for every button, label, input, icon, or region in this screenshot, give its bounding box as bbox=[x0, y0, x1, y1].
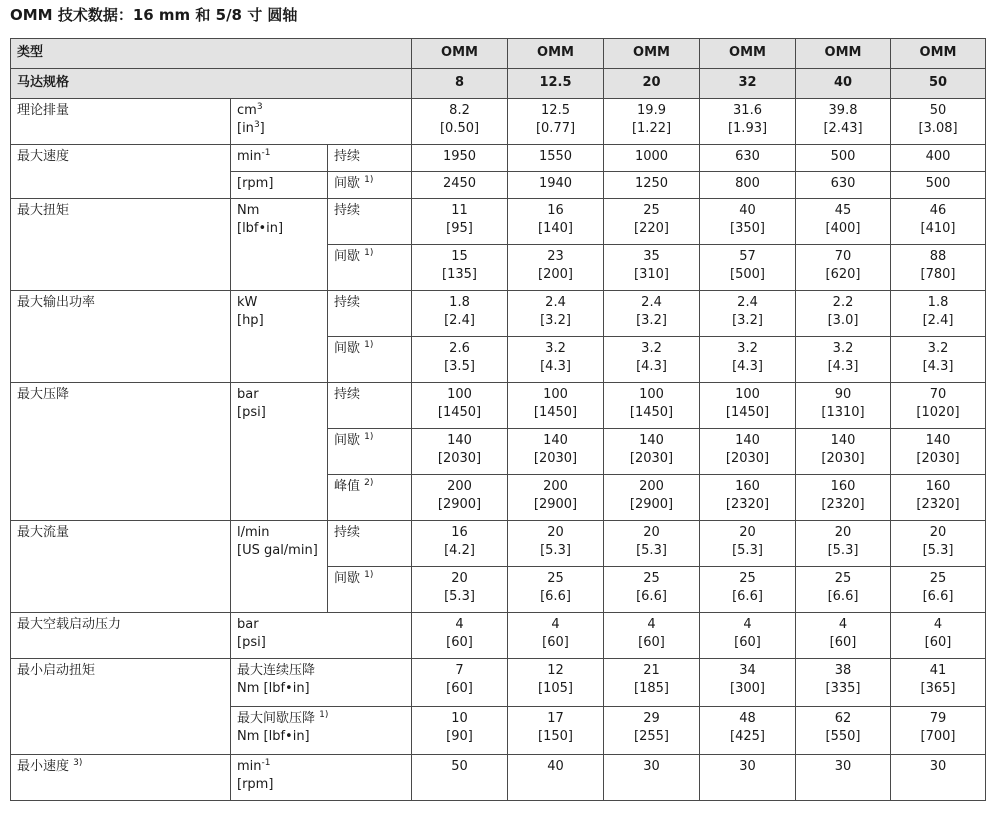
header-model: OMM bbox=[796, 39, 891, 69]
cond-label: 间歇 $^{1)}$ bbox=[328, 429, 412, 475]
value-cell: 1550 bbox=[508, 145, 604, 172]
cond-label: 持续 bbox=[328, 383, 412, 429]
value-cell: 4 [60] bbox=[796, 613, 891, 659]
row-label: 最大输出功率 bbox=[11, 291, 231, 383]
value-cell: 35 [310] bbox=[604, 245, 700, 291]
value-cell: 20 [5.3] bbox=[412, 567, 508, 613]
value-cell: 40 bbox=[508, 755, 604, 801]
unit-cell: [rpm] bbox=[231, 172, 328, 199]
header-model: OMM bbox=[700, 39, 796, 69]
value-cell: 3.2 [4.3] bbox=[796, 337, 891, 383]
value-cell: 100 [1450] bbox=[604, 383, 700, 429]
header-size: 20 bbox=[604, 69, 700, 99]
spec-table bbox=[10, 38, 986, 801]
value-cell: 1250 bbox=[604, 172, 700, 199]
header-size-label: 马达规格 bbox=[11, 69, 412, 99]
value-cell: 4 [60] bbox=[700, 613, 796, 659]
header-size: 50 bbox=[891, 69, 986, 99]
value-cell: 1.8 [2.4] bbox=[891, 291, 986, 337]
value-cell: 160 [2320] bbox=[891, 475, 986, 521]
value-cell: 140 [2030] bbox=[412, 429, 508, 475]
header-row-type bbox=[11, 39, 986, 69]
value-cell: 200 [2900] bbox=[508, 475, 604, 521]
value-cell: 17 [150] bbox=[508, 707, 604, 755]
header-size: 8 bbox=[412, 69, 508, 99]
value-cell: 160 [2320] bbox=[796, 475, 891, 521]
value-cell: 400 bbox=[891, 145, 986, 172]
unit-main: cm bbox=[237, 103, 257, 118]
row-label: 最大流量 bbox=[11, 521, 231, 613]
value-cell: 1.8 [2.4] bbox=[412, 291, 508, 337]
value-cell: 7 [60] bbox=[412, 659, 508, 707]
header-model: OMM bbox=[412, 39, 508, 69]
value-cell: 8.2 [0.50] bbox=[412, 99, 508, 145]
value-cell: 46 [410] bbox=[891, 199, 986, 245]
value-cell: 30 bbox=[796, 755, 891, 801]
value-cell: 25 [6.6] bbox=[508, 567, 604, 613]
row-displacement bbox=[11, 99, 986, 145]
value-cell: 4 [60] bbox=[891, 613, 986, 659]
row-max-speed-cont bbox=[11, 145, 986, 172]
unit-sup: 3 bbox=[256, 102, 263, 112]
row-max-flow-cont bbox=[11, 521, 986, 567]
value-cell: 19.9 [1.22] bbox=[604, 99, 700, 145]
header-size: 32 bbox=[700, 69, 796, 99]
value-cell: 3.2 [4.3] bbox=[508, 337, 604, 383]
value-cell: 140 [2030] bbox=[700, 429, 796, 475]
row-label: 理论排量 bbox=[11, 99, 231, 145]
value-cell: 20 [5.3] bbox=[891, 521, 986, 567]
cond-label: 间歇 $^{1)}$ bbox=[328, 567, 412, 613]
row-label: 最小速度 $^{3)}$ bbox=[11, 755, 231, 801]
cond-label: 间歇 $^{1)}$ bbox=[328, 337, 412, 383]
unit-cell: Nm [lbf•in] bbox=[231, 199, 328, 291]
value-cell: 20 [5.3] bbox=[700, 521, 796, 567]
unit-cell: $\min^{-1}$ [rpm] bbox=[231, 755, 412, 801]
cond-label: 间歇 $^{1)}$ bbox=[328, 172, 412, 199]
value-cell: 25 [6.6] bbox=[891, 567, 986, 613]
value-cell: 140 [2030] bbox=[891, 429, 986, 475]
unit-cell bbox=[231, 145, 328, 172]
value-cell: 1000 bbox=[604, 145, 700, 172]
row-max-power-cont bbox=[11, 291, 986, 337]
header-model: OMM bbox=[604, 39, 700, 69]
value-cell: 160 [2320] bbox=[700, 475, 796, 521]
value-cell: 25 [6.6] bbox=[604, 567, 700, 613]
value-cell: 200 [2900] bbox=[604, 475, 700, 521]
value-cell: 630 bbox=[700, 145, 796, 172]
value-cell: 15 [135] bbox=[412, 245, 508, 291]
value-cell: 3.2 [4.3] bbox=[604, 337, 700, 383]
cond-label: 峰值 $^{2)}$ bbox=[328, 475, 412, 521]
row-label: 最大空载启动压力 bbox=[11, 613, 231, 659]
value-cell: 100 [1450] bbox=[700, 383, 796, 429]
value-cell: 57 [500] bbox=[700, 245, 796, 291]
cond-label: 最大间歇压降 $^{1)}$ Nm [lbf•in] bbox=[231, 707, 412, 755]
value-cell: 23 [200] bbox=[508, 245, 604, 291]
value-cell: 21 [185] bbox=[604, 659, 700, 707]
cond-label: 最大连续压降 Nm [lbf•in] bbox=[231, 659, 412, 707]
cond-label: 持续 bbox=[328, 291, 412, 337]
value-cell: 31.6 [1.93] bbox=[700, 99, 796, 145]
value-cell: 38 [335] bbox=[796, 659, 891, 707]
value-cell: 100 [1450] bbox=[412, 383, 508, 429]
value-cell: 16 [140] bbox=[508, 199, 604, 245]
value-cell: 16 [4.2] bbox=[412, 521, 508, 567]
value-cell: 2.6 [3.5] bbox=[412, 337, 508, 383]
header-type-label: 类型 bbox=[11, 39, 412, 69]
header-size: 12.5 bbox=[508, 69, 604, 99]
value-cell: 2.4 [3.2] bbox=[508, 291, 604, 337]
value-cell: 12 [105] bbox=[508, 659, 604, 707]
value-cell: 62 [550] bbox=[796, 707, 891, 755]
value-cell: 4 [60] bbox=[412, 613, 508, 659]
value-cell: 70 [620] bbox=[796, 245, 891, 291]
header-size: 40 bbox=[796, 69, 891, 99]
value-cell: 140 [2030] bbox=[796, 429, 891, 475]
unit-sup: -1 bbox=[261, 148, 271, 158]
cond-label: 持续 bbox=[328, 521, 412, 567]
value-cell: 30 bbox=[891, 755, 986, 801]
value-cell: 39.8 [2.43] bbox=[796, 99, 891, 145]
value-cell: 200 [2900] bbox=[412, 475, 508, 521]
row-min-startup-torque-a bbox=[11, 659, 986, 707]
header-model: OMM bbox=[508, 39, 604, 69]
value-cell: 90 [1310] bbox=[796, 383, 891, 429]
row-label: 最大扭矩 bbox=[11, 199, 231, 291]
unit-cell: l/min [US gal/min] bbox=[231, 521, 328, 613]
value-cell: 88 [780] bbox=[891, 245, 986, 291]
row-max-pressure-cont bbox=[11, 383, 986, 429]
cond-label: 持续 bbox=[328, 145, 412, 172]
value-cell: 25 [220] bbox=[604, 199, 700, 245]
value-cell: 4 [60] bbox=[604, 613, 700, 659]
value-cell: 30 bbox=[700, 755, 796, 801]
cond-label: 间歇 $^{1)}$ bbox=[328, 245, 412, 291]
value-cell: 45 [400] bbox=[796, 199, 891, 245]
value-cell: 50 [3.08] bbox=[891, 99, 986, 145]
value-cell: 20 [5.3] bbox=[796, 521, 891, 567]
row-max-startup-pressure bbox=[11, 613, 986, 659]
header-model: OMM bbox=[891, 39, 986, 69]
value-cell: 20 [5.3] bbox=[604, 521, 700, 567]
row-label: 最大速度 bbox=[11, 145, 231, 199]
value-cell: 10 [90] bbox=[412, 707, 508, 755]
value-cell: 70 [1020] bbox=[891, 383, 986, 429]
value-cell: 25 [6.6] bbox=[700, 567, 796, 613]
row-min-speed bbox=[11, 755, 986, 801]
value-cell: 29 [255] bbox=[604, 707, 700, 755]
row-label: 最大压降 bbox=[11, 383, 231, 521]
cond-label: 持续 bbox=[328, 199, 412, 245]
value-cell: 79 [700] bbox=[891, 707, 986, 755]
unit-main: min bbox=[237, 149, 262, 164]
value-cell: 100 [1450] bbox=[508, 383, 604, 429]
value-cell: 800 bbox=[700, 172, 796, 199]
unit-cell bbox=[231, 99, 412, 145]
row-max-torque-cont bbox=[11, 199, 986, 245]
value-cell: 50 bbox=[412, 755, 508, 801]
value-cell: 25 [6.6] bbox=[796, 567, 891, 613]
value-cell: 2.4 [3.2] bbox=[604, 291, 700, 337]
value-cell: 3.2 [4.3] bbox=[891, 337, 986, 383]
unit-cell: bar [psi] bbox=[231, 613, 412, 659]
value-cell: 30 bbox=[604, 755, 700, 801]
value-cell: 3.2 [4.3] bbox=[700, 337, 796, 383]
value-cell: 11 [95] bbox=[412, 199, 508, 245]
value-cell: 630 bbox=[796, 172, 891, 199]
unit-alt: [in bbox=[237, 121, 254, 136]
value-cell: 20 [5.3] bbox=[508, 521, 604, 567]
header-row-size bbox=[11, 69, 986, 99]
value-cell: 140 [2030] bbox=[508, 429, 604, 475]
value-cell: 2.2 [3.0] bbox=[796, 291, 891, 337]
unit-sup: 3 bbox=[253, 120, 260, 130]
value-cell: 1950 bbox=[412, 145, 508, 172]
unit-alt-close: ] bbox=[259, 121, 265, 136]
value-cell: 1940 bbox=[508, 172, 604, 199]
row-label: 最小启动扭矩 bbox=[11, 659, 231, 755]
value-cell: 4 [60] bbox=[508, 613, 604, 659]
page-title: OMM 技术数据：16 mm 和 5/8 寸 圆轴 bbox=[10, 6, 298, 24]
unit-cell: bar [psi] bbox=[231, 383, 328, 521]
value-cell: 41 [365] bbox=[891, 659, 986, 707]
value-cell: 34 [300] bbox=[700, 659, 796, 707]
value-cell: 500 bbox=[796, 145, 891, 172]
value-cell: 2450 bbox=[412, 172, 508, 199]
value-cell: 48 [425] bbox=[700, 707, 796, 755]
value-cell: 140 [2030] bbox=[604, 429, 700, 475]
value-cell: 500 bbox=[891, 172, 986, 199]
value-cell: 40 [350] bbox=[700, 199, 796, 245]
value-cell: 12.5 [0.77] bbox=[508, 99, 604, 145]
value-cell: 2.4 [3.2] bbox=[700, 291, 796, 337]
unit-cell: kW [hp] bbox=[231, 291, 328, 383]
